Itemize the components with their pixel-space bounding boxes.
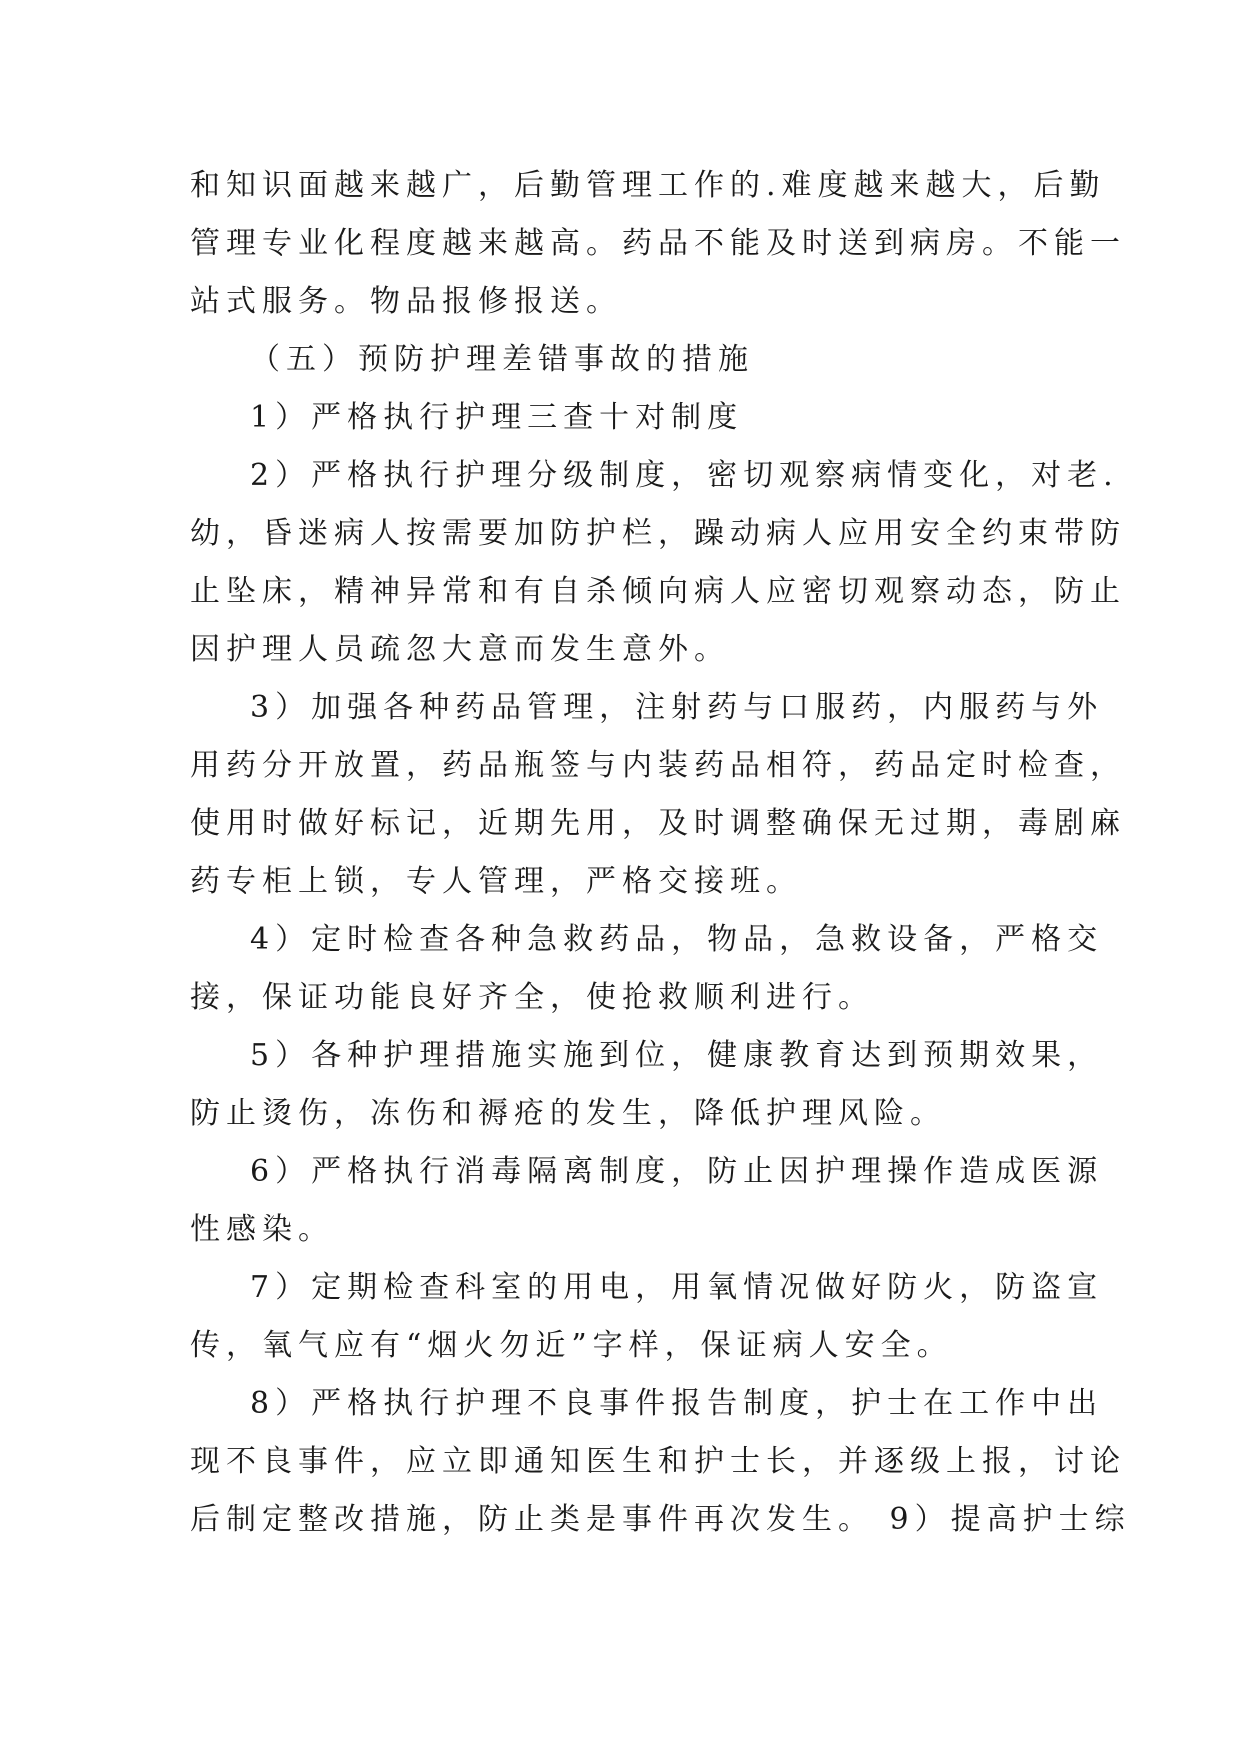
text-line: 后制定整改措施，防止类是事件再次发生。 9）提高护士综 — [190, 1502, 1131, 1537]
text-line: 5）各种护理措施实施到位，健康教育达到预期效果， — [250, 1038, 1104, 1073]
text-line: 防止烫伤，冻伤和褥疮的发生，降低护理风险。 — [190, 1096, 946, 1131]
text-line: 现不良事件，应立即通知医生和护士长，并逐级上报，讨论 — [190, 1444, 1126, 1479]
text-line: （五）预防护理差错事故的措施 — [250, 342, 754, 377]
document-body — [190, 157, 1131, 1549]
text-line: 4）定时检查各种急救药品，物品，急救设备，严格交 — [250, 922, 1104, 957]
paragraph — [190, 389, 1050, 447]
paragraph — [190, 447, 1126, 679]
text-line: 幼，昏迷病人按需要加防护栏，躁动病人应用安全约束带防 — [190, 516, 1126, 551]
paragraph — [190, 1259, 1104, 1375]
text-line: 8）严格执行护理不良事件报告制度，护士在工作中出 — [250, 1386, 1104, 1421]
text-line: 使用时做好标记，近期先用，及时调整确保无过期，毒剧麻 — [190, 806, 1126, 841]
paragraph — [190, 157, 1126, 331]
paragraph — [190, 679, 1126, 911]
paragraph — [190, 911, 1104, 1027]
text-line: 站式服务。物品报修报送。 — [190, 284, 622, 319]
text-line: 3）加强各种药品管理，注射药与口服药，内服药与外 — [250, 690, 1104, 725]
text-line: 1）严格执行护理三查十对制度 — [250, 400, 744, 435]
text-line: 性感染。 — [190, 1212, 334, 1247]
paragraph — [190, 1027, 1104, 1143]
text-line: 用药分开放置，药品瓶签与内装药品相符，药品定时检查， — [190, 748, 1126, 783]
text-line: 7）定期检查科室的用电，用氧情况做好防火，防盗宣 — [250, 1270, 1104, 1305]
text-line: 2）严格执行护理分级制度，密切观察病情变化，对老. — [250, 458, 1119, 493]
text-line: 传，氧气应有“烟火勿近”字样，保证病人安全。 — [190, 1328, 953, 1363]
paragraph — [190, 1375, 1131, 1549]
text-line: 止坠床，精神异常和有自杀倾向病人应密切观察动态，防止 — [190, 574, 1126, 609]
text-line: 接，保证功能良好齐全，使抢救顺利进行。 — [190, 980, 874, 1015]
paragraph — [190, 331, 1050, 389]
text-line: 药专柜上锁，专人管理，严格交接班。 — [190, 864, 802, 899]
paragraph — [190, 1143, 1104, 1259]
text-line: 因护理人员疏忽大意而发生意外。 — [190, 632, 730, 667]
text-line: 6）严格执行消毒隔离制度，防止因护理操作造成医源 — [250, 1154, 1104, 1189]
text-line: 管理专业化程度越来越高。药品不能及时送到病房。不能一 — [190, 226, 1126, 261]
text-line: 和知识面越来越广，后勤管理工作的.难度越来越大，后勤 — [190, 168, 1106, 203]
